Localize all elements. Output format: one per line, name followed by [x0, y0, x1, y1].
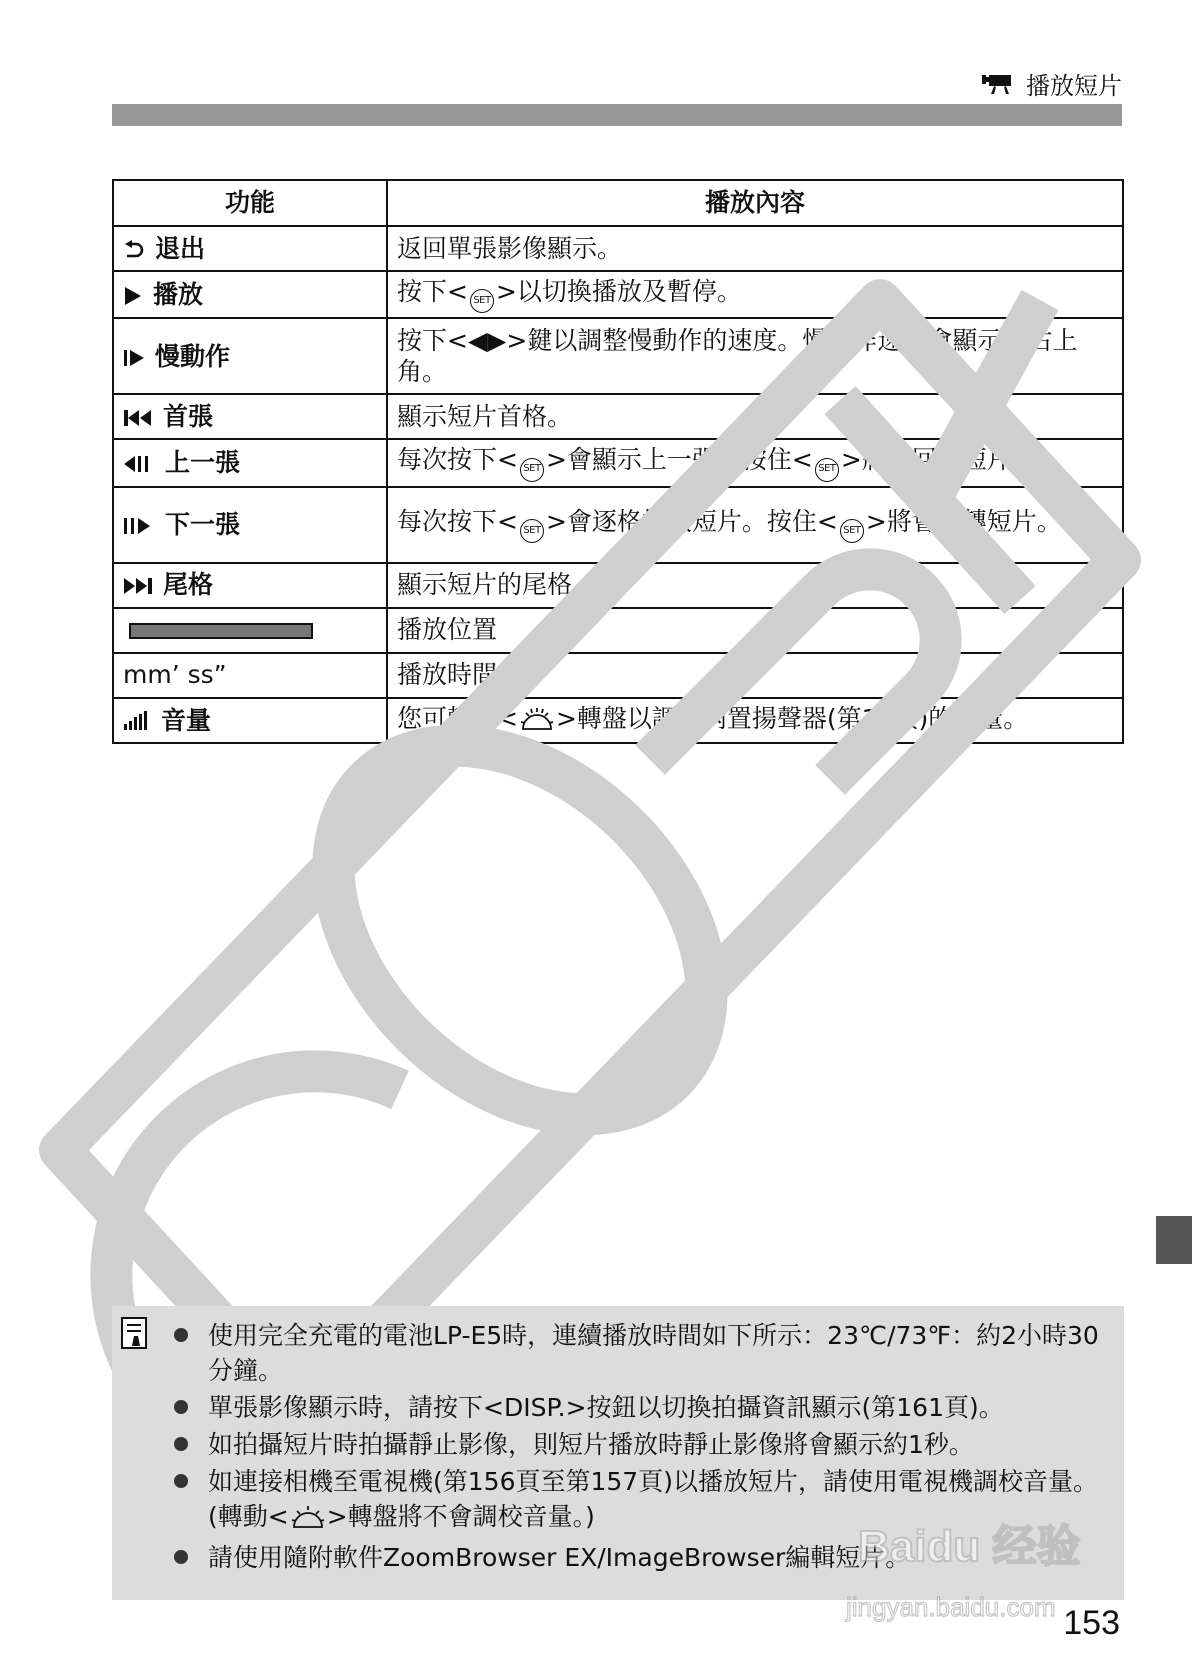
- baidu-url: jingyan.baidu.com: [846, 1592, 1056, 1622]
- volume-icon: [123, 705, 151, 736]
- description-cell: 您可轉動< >轉盤以調校內置揚聲器(第17頁)的音量。: [387, 698, 1123, 743]
- list-item: 如連接相機至電視機(第156頁至第157頁)以播放短片，請使用電視機調校音量。(轉動< >轉盤將不會調校音量。): [168, 1464, 1110, 1538]
- chapter-tab: [1156, 1216, 1192, 1264]
- function-table: [112, 179, 1124, 744]
- table-row: [113, 394, 1123, 439]
- memo-icon: [120, 1316, 150, 1354]
- table-header-row: [113, 180, 1123, 226]
- baidu-logo: Baidu 经验: [858, 1522, 1081, 1571]
- list-item: 請使用隨附軟件ZoomBrowser EX/ImageBrowser編輯短片。: [168, 1540, 1110, 1575]
- bullet-icon: [174, 1474, 188, 1488]
- function-cell: 上一張: [113, 439, 387, 486]
- set-button-icon: SET: [815, 458, 839, 482]
- table-row: [113, 698, 1123, 743]
- function-cell: 下一張: [113, 487, 387, 563]
- function-cell: 播放: [113, 271, 387, 318]
- bullet-icon: [174, 1400, 188, 1414]
- slow-motion-icon: [123, 341, 145, 372]
- bullet-icon: [174, 1437, 188, 1451]
- table-row: [113, 563, 1123, 608]
- header-divider-bar: [112, 104, 1122, 126]
- function-cell: [113, 608, 387, 653]
- table-row: [113, 271, 1123, 318]
- description-cell: 播放位置: [387, 608, 1123, 653]
- section-title-text: 播放短片: [1026, 72, 1122, 100]
- column-header-content: 播放內容: [387, 180, 1123, 226]
- description-cell: 每次按下< SET >會顯示上一張。按住< SET >將會回捲短片。: [387, 439, 1123, 486]
- set-button-icon: SET: [840, 519, 864, 543]
- list-item: 單張影像顯示時，請按下<DISP.>按鈕以切換拍攝資訊顯示(第161頁)。: [168, 1390, 1110, 1425]
- first-frame-icon: [123, 401, 153, 432]
- set-button-icon: SET: [470, 289, 494, 313]
- function-cell: mm’ ss”: [113, 653, 387, 698]
- description-cell: 返回單張影像顯示。: [387, 226, 1123, 271]
- function-cell: 慢動作: [113, 318, 387, 394]
- last-frame-icon: [123, 569, 153, 600]
- list-item: 使用完全充電的電池LP-E5時，連續播放時間如下所示：23℃/73℉：約2小時30分鐘。: [168, 1318, 1110, 1388]
- play-icon: [123, 279, 143, 310]
- table-row: [113, 318, 1123, 394]
- set-button-icon: SET: [520, 519, 544, 543]
- main-dial-icon: [291, 1503, 325, 1538]
- table-row: [113, 608, 1123, 653]
- next-frame-icon: [123, 509, 155, 540]
- column-header-function: 功能: [113, 180, 387, 226]
- movie-icon: [982, 73, 1016, 95]
- function-cell: 退出: [113, 226, 387, 271]
- list-item: 如拍攝短片時拍攝靜止影像，則短片播放時靜止影像將會顯示約1秒。: [168, 1427, 1110, 1462]
- bullet-icon: [174, 1550, 188, 1564]
- section-title: [982, 66, 1122, 101]
- description-cell: 播放時間: [387, 653, 1123, 698]
- set-button-icon: SET: [520, 458, 544, 482]
- function-cell: 音量: [113, 698, 387, 743]
- playback-position-bar: [129, 623, 313, 639]
- bullet-icon: [174, 1328, 188, 1342]
- description-cell: 顯示短片的尾格。: [387, 563, 1123, 608]
- description-cell: 顯示短片首格。: [387, 394, 1123, 439]
- return-icon: [123, 233, 145, 264]
- table-row: [113, 226, 1123, 271]
- table-row: [113, 439, 1123, 486]
- table-row: [113, 653, 1123, 698]
- page-number: 153: [1063, 1604, 1120, 1642]
- previous-frame-icon: [123, 447, 155, 478]
- table-row: [113, 487, 1123, 563]
- function-cell: 首張: [113, 394, 387, 439]
- description-cell: 每次按下< SET >會逐格播放短片。按住< SET >將會快轉短片。: [387, 487, 1123, 563]
- main-dial-icon: [520, 707, 554, 738]
- description-cell: 按下<◀▶>鍵以調整慢動作的速度。慢動作速度會顯示在右上角。: [387, 318, 1123, 394]
- description-cell: 按下< SET >以切換播放及暫停。: [387, 271, 1123, 318]
- function-cell: 尾格: [113, 563, 387, 608]
